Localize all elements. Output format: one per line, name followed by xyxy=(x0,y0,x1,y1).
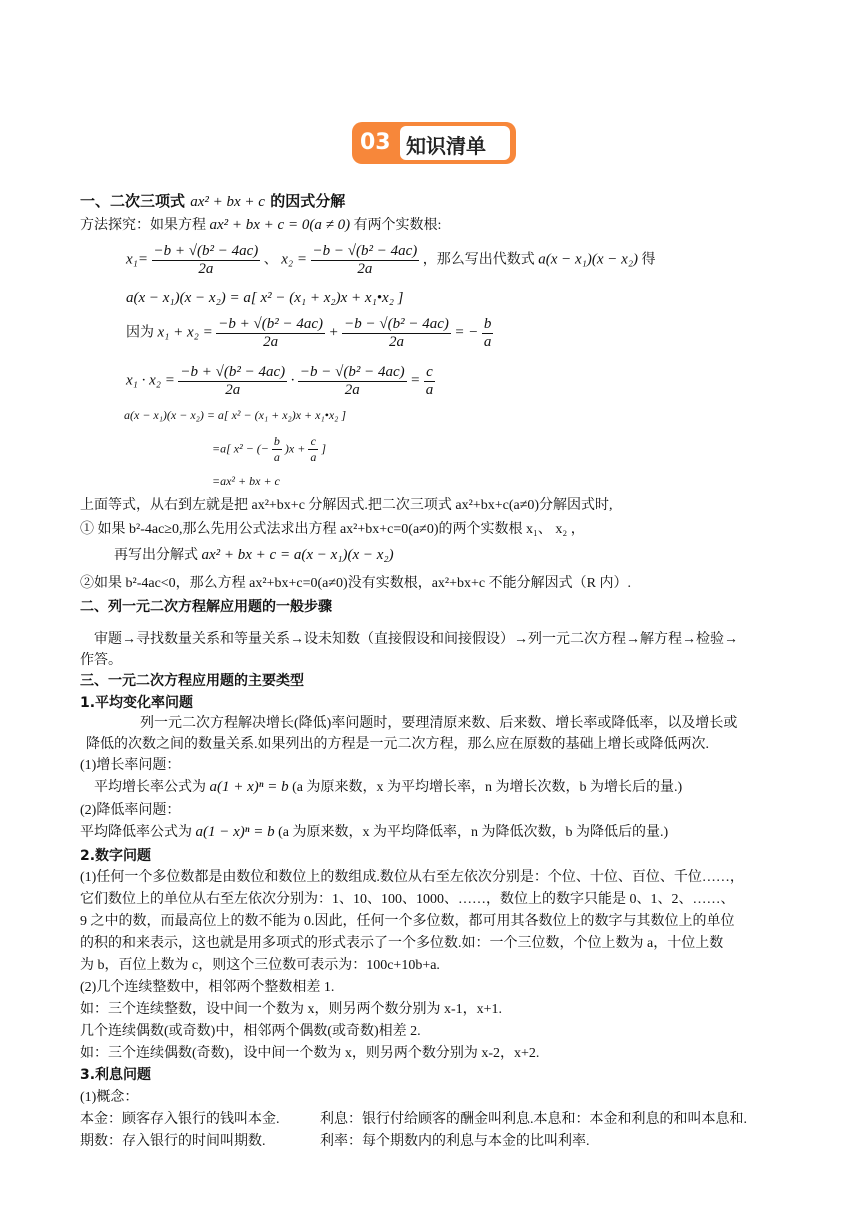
increase-note: (a 为原来数，x 为平均增长率，n 为增长次数，b 为增长后的量.) xyxy=(292,780,683,795)
product-dot: · xyxy=(290,372,295,389)
decrease-note: (a 为原来数，x 为平均降低率，n 为降低次数，b 为降低后的量.) xyxy=(278,825,669,840)
sum-equals: = − xyxy=(454,324,479,341)
increase-formula-pre: 平均增长率公式为 xyxy=(94,780,206,795)
subsection3-line2b: 利息：银行付给顾客的酬金叫利息.本息和：本金和利息的和叫本息和. xyxy=(320,1112,747,1127)
product-fraction-1 xyxy=(178,364,287,399)
decrease-formula: a(1 − x)ⁿ = b xyxy=(195,824,275,840)
section1-title xyxy=(80,190,345,211)
subsection2-line3: 9 之中的数，而最高位上的数不能为 0.因此，任何一个多位数，都可用其各数位上的数字与其数位上的单位 xyxy=(80,914,735,929)
product-result-denominator: a xyxy=(425,382,434,398)
product-equals: = xyxy=(410,372,421,389)
x1-denominator: 2a xyxy=(198,261,214,277)
product-lhs: x₁ · x₂ = xyxy=(126,372,175,389)
derivation-b-num-2: c xyxy=(308,434,318,450)
derivation-b-den-1: a xyxy=(273,450,280,464)
method-expr: ax² + bx + c = 0(a ≠ 0) xyxy=(209,217,351,233)
x1-fraction xyxy=(152,243,261,278)
roots-separator: 、 xyxy=(263,252,278,268)
section2-line1: 审题→寻找数量关系和等量关系→设未知数（直接假设和间接假设）→列一元二次方程→解方程→检验→ xyxy=(94,632,738,647)
case1b-line xyxy=(114,544,394,564)
increase-heading: (1)增长率问题： xyxy=(80,758,181,773)
method-line xyxy=(80,214,441,234)
x2-numerator: −b − √(b² − 4ac) xyxy=(312,243,418,259)
increase-formula: a(1 + x)ⁿ = b xyxy=(209,779,289,795)
x2-denominator: 2a xyxy=(357,261,373,277)
subsection1-title: 1.平均变化率问题 xyxy=(80,695,194,711)
product-fraction-2 xyxy=(298,364,407,399)
sum-result-denominator: a xyxy=(483,334,492,350)
derivation-line-c: =ax² + bx + c xyxy=(212,474,280,488)
because-text: 因为 xyxy=(126,325,154,341)
derivation-line-b xyxy=(212,434,326,465)
sum-fraction-2-numerator: −b − √(b² − 4ac) xyxy=(344,316,449,332)
x2-lhs: x₂ = xyxy=(281,251,307,268)
subsection2-line4: 的积的和来表示，这也就是用多项式的形式表示了一个多位数.如：一个三位数，个位上数为 a，十位上数 xyxy=(80,936,724,951)
sum-result-numerator: b xyxy=(483,316,492,332)
sum-fraction-2-denominator: 2a xyxy=(389,334,404,350)
case2-line: ②如果 b²-4ac<0，那么方程 ax²+bx+c=0(a≠0)没有实数根，ax²+bx+c 不能分解因式（R 内）. xyxy=(80,576,631,591)
derivation-b-den-2: a xyxy=(310,450,317,464)
sum-lhs: x₁ + x₂ = xyxy=(157,324,213,341)
decrease-formula-pre: 平均降低率公式为 xyxy=(80,825,192,840)
subsection2-line9: 如：三个连续偶数(奇数)，设中间一个数为 x，则另两个数分别为 x-2，x+2. xyxy=(80,1046,540,1061)
subsection3-line1: (1)概念： xyxy=(80,1090,139,1105)
derivation-line-a: a(x − x₁)(x − x₂) = a[ x² − (x₁ + x₂)x + x₁•x₂ ] xyxy=(124,408,346,422)
subsection2-line2: 它们数位上的单位从右至左依次分别为：1、10、100、1000、……，数位上的数字只能是 0、1、2、……、 xyxy=(80,892,735,907)
derivation-b-mid: )x + xyxy=(284,441,306,456)
product-fraction-1-numerator: −b + √(b² − 4ac) xyxy=(180,364,286,380)
derivation-b-pre: =a[ x² − (− xyxy=(212,441,269,456)
subsection2-line8: 几个连续偶数(或奇数)中，相邻两个偶数(或奇数)相差 2. xyxy=(80,1024,421,1039)
x1-lhs: x₁= xyxy=(126,251,148,268)
subsection3-line3a: 期数：存入银行的时间叫期数. xyxy=(80,1134,266,1149)
section3-title: 三、一元二次方程应用题的主要类型 xyxy=(80,673,304,689)
decrease-heading: (2)降低率问题： xyxy=(80,803,181,818)
expand-line: a(x − x₁)(x − x₂) = a[ x² − (x₁ + x₂)x + x₁•x₂ ] xyxy=(126,290,404,306)
write-tail: 得 xyxy=(641,252,656,268)
section2-line2: 作答。 xyxy=(80,653,122,668)
summary-line: 上面等式，从右到左就是把 ax²+bx+c 分解因式.把二次三项式 ax²+bx+c(a≠0)分解因式时, xyxy=(80,498,613,513)
write-expr: a(x − x₁)(x − x₂) xyxy=(538,251,639,268)
decrease-formula-line xyxy=(80,821,668,841)
sum-fraction-1 xyxy=(216,316,325,351)
subsection2-title: 2.数字问题 xyxy=(80,848,152,864)
subsection3-line3b: 利率：每个期数内的利息与本金的比叫利率. xyxy=(320,1134,590,1149)
derivation-b-fraction-1 xyxy=(272,434,282,465)
subsection2-line7: 如：三个连续整数，设中间一个数为 x，则另两个数分别为 x-1，x+1. xyxy=(80,1002,503,1017)
subsection2-line1: (1)任何一个多位数都是由数位和数位上的数组成.数位从右至左依次分别是：个位、十位、百位、千位……， xyxy=(80,870,744,885)
sum-fraction-1-denominator: 2a xyxy=(263,334,279,350)
section1-title-b: 的因式分解 xyxy=(270,192,346,210)
write-text: ，那么写出代数式 xyxy=(422,252,535,268)
derivation-b-end: ] xyxy=(321,441,326,456)
product-result xyxy=(424,364,436,399)
product-fraction-2-numerator: −b − √(b² − 4ac) xyxy=(299,364,405,380)
product-fraction-2-denominator: 2a xyxy=(344,382,360,398)
subsection3-title: 3.利息问题 xyxy=(80,1067,152,1083)
section1-title-a: 一、二次三项式 xyxy=(80,192,186,210)
derivation-b-fraction-2 xyxy=(308,434,318,465)
product-fraction-1-denominator: 2a xyxy=(225,382,241,398)
method-text: 方法探究：如果方程 xyxy=(80,218,206,233)
method-tail: 有两个实数根: xyxy=(353,218,442,233)
subsection1-para1: 列一元二次方程解决增长(降低)率问题时，要理清原来数、后来数、增长率或降低率，以及增长或 xyxy=(140,716,738,731)
sum-fraction-2 xyxy=(342,316,451,351)
x2-fraction xyxy=(311,243,420,278)
subsection1-para2: 降低的次数之间的数量关系.如果列出的方程是一元二次方程，那么应在原数的基础上增长或降低两次. xyxy=(86,737,709,752)
sum-fraction-1-numerator: −b + √(b² − 4ac) xyxy=(218,316,323,332)
case1-line: ① 如果 b²-4ac≥0,那么先用公式法求出方程 ax²+bx+c=0(a≠0)的两个实数根 x₁、 x₂ ， xyxy=(80,522,585,537)
sum-plus: + xyxy=(328,324,339,341)
subsection2-line5: 为 b，百位上数为 c，则这个三位数可表示为：100c+10b+a. xyxy=(80,958,440,973)
section1-title-expr: ax² + bx + c xyxy=(190,194,265,210)
x1-numerator: −b + √(b² − 4ac) xyxy=(153,243,259,259)
roots-line xyxy=(126,243,656,278)
subsection2-line6: (2)几个连续整数中，相邻两个整数相差 1. xyxy=(80,980,335,995)
sum-line xyxy=(126,316,493,351)
increase-formula-line xyxy=(94,776,682,796)
sum-result xyxy=(482,316,494,351)
subsection3-line2a: 本金：顾客存入银行的钱叫本金. xyxy=(80,1112,280,1127)
case1b-expr: ax² + bx + c = a(x − x₁)(x − x₂) xyxy=(201,547,394,563)
product-result-numerator: c xyxy=(424,364,436,382)
section-badge-number: 03 xyxy=(360,130,391,155)
case1b-text: 再写出分解式 xyxy=(114,548,198,563)
section2-title: 二、列一元二次方程解应用题的一般步骤 xyxy=(80,599,332,615)
section-badge-title: 知识清单 xyxy=(406,134,486,158)
product-line xyxy=(126,364,435,399)
derivation-b-num-1: b xyxy=(273,434,280,448)
